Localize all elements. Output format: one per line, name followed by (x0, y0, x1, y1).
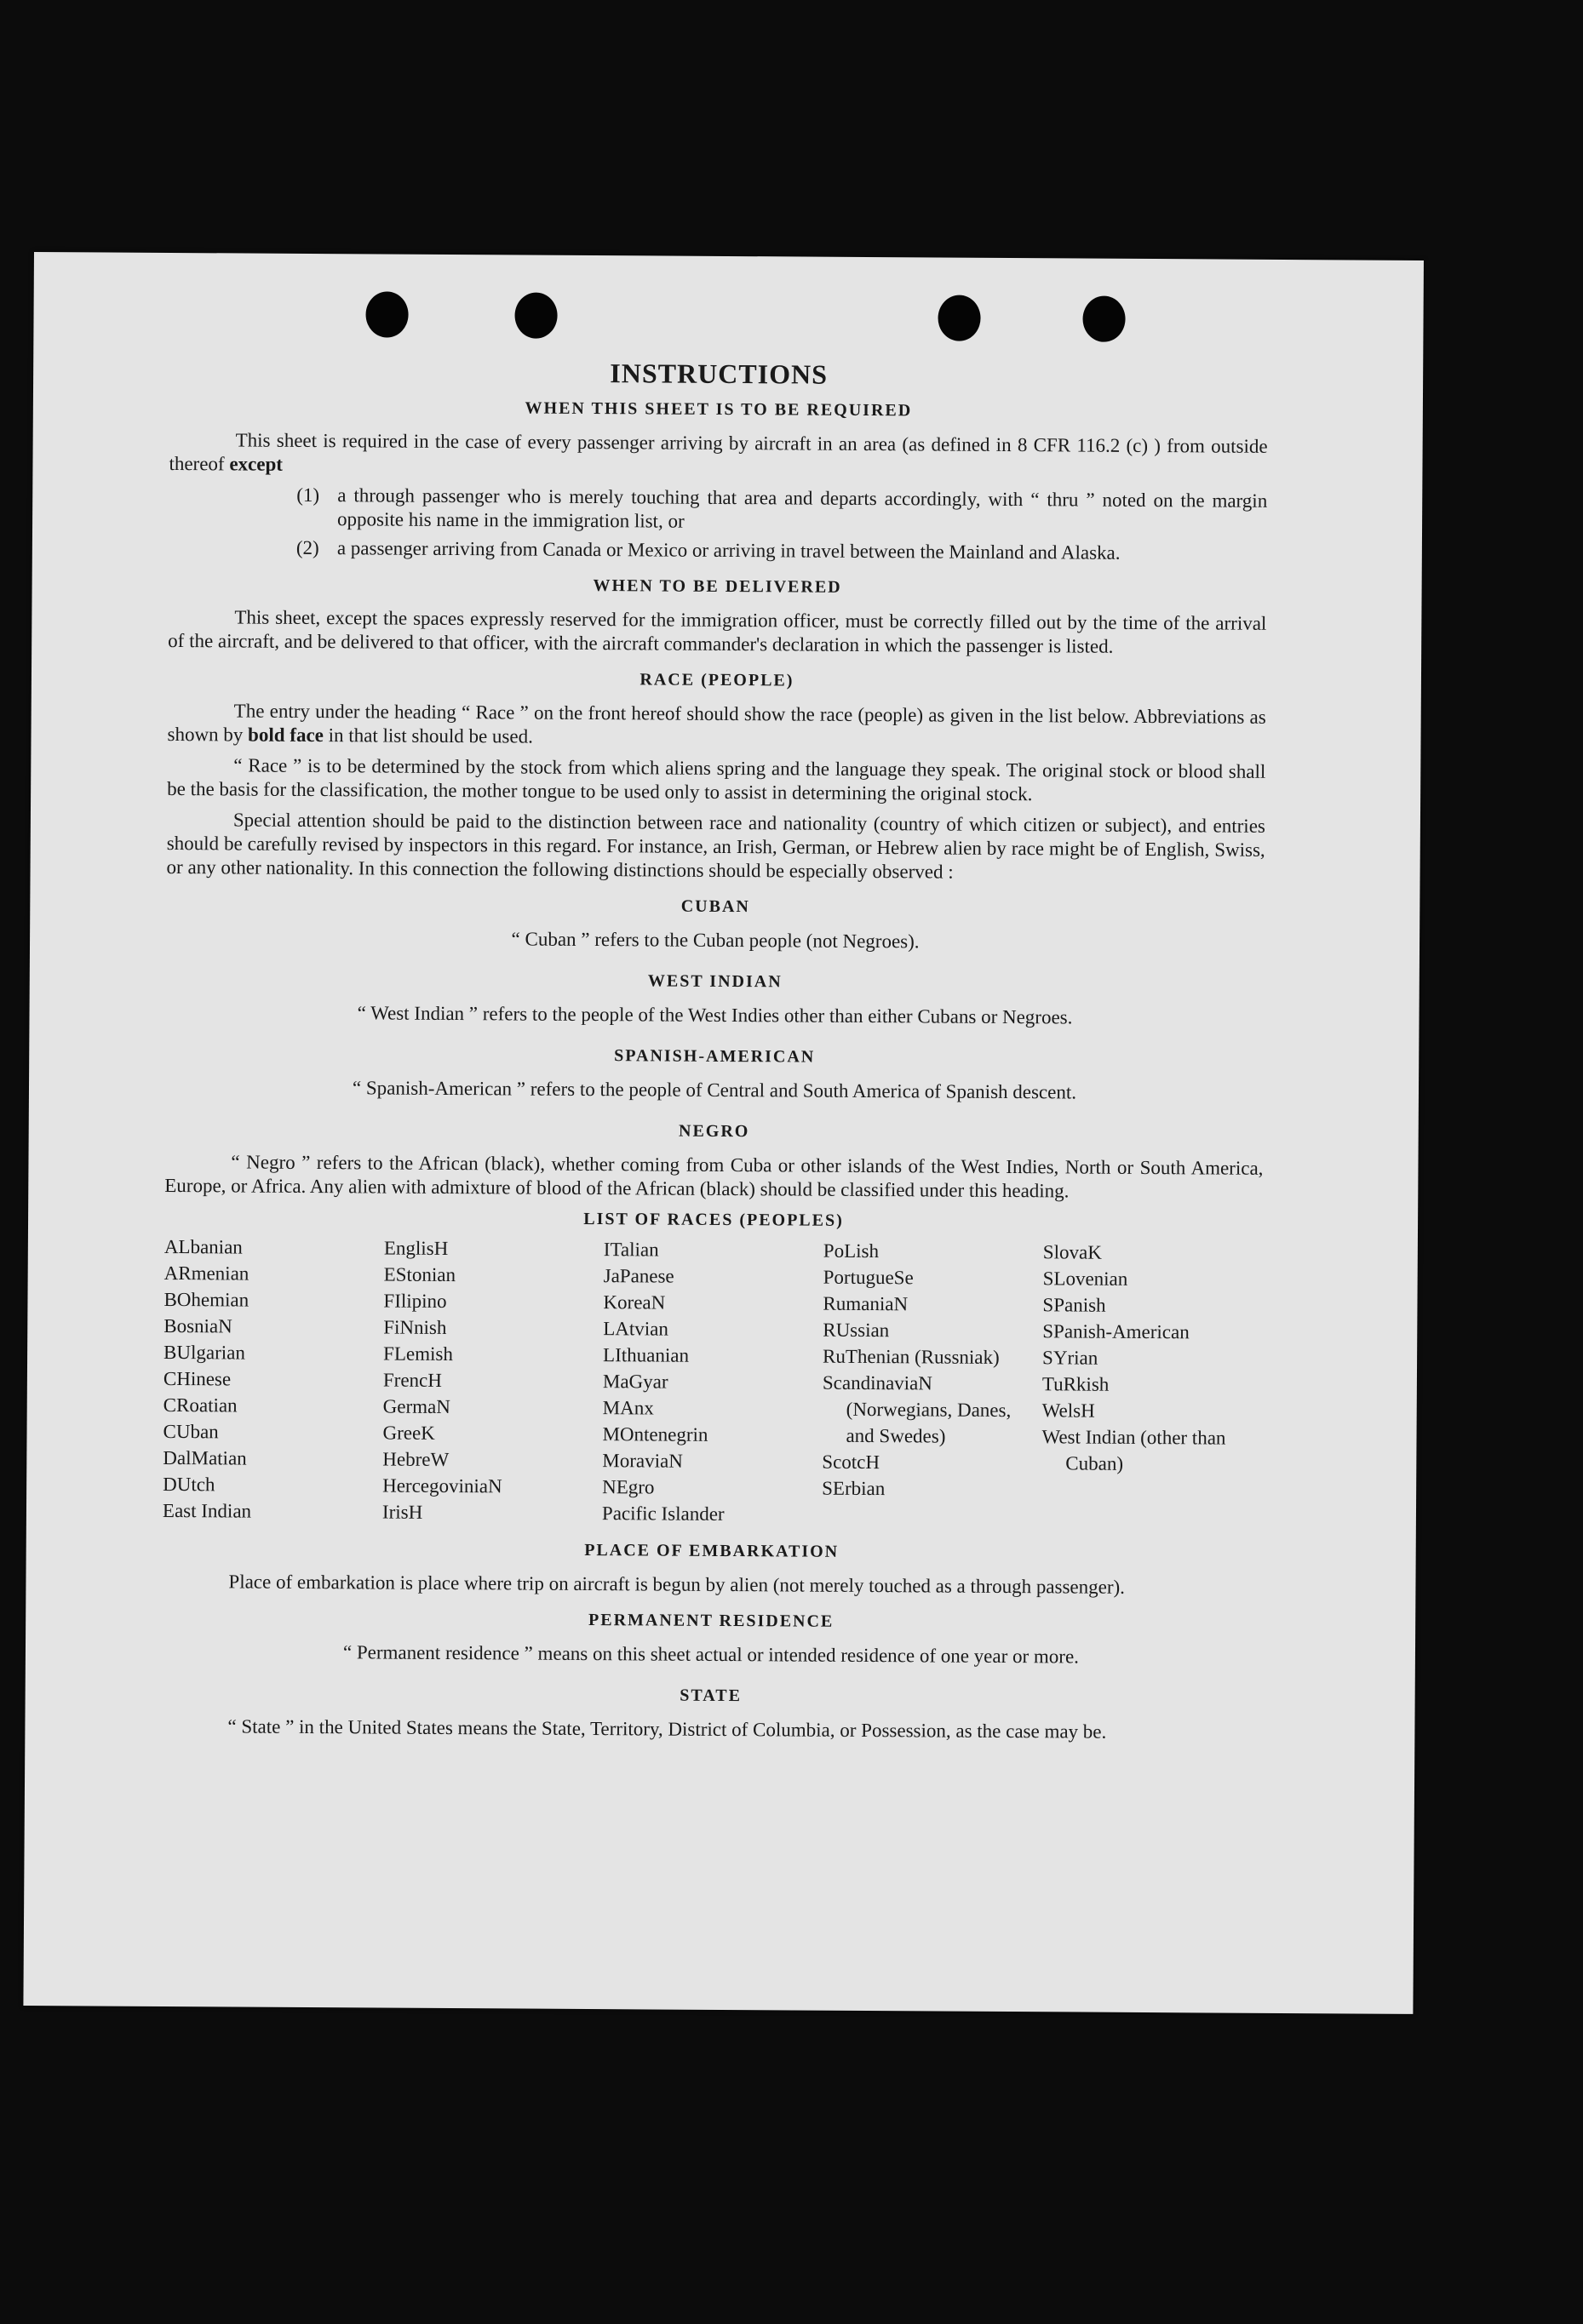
race-entry: ARmenian (163, 1262, 249, 1285)
paragraph-cuban: “ Cuban ” refers to the Cuban people (not Negroes). (511, 928, 920, 953)
section-heading-list-of-races: LIST OF RACES (PEOPLES) (583, 1209, 844, 1230)
race-entry: SPanish (1042, 1294, 1106, 1316)
race-entry: SlovaK (1042, 1241, 1102, 1263)
race-entry: RUssian (823, 1319, 890, 1342)
punch-hole (938, 295, 980, 341)
race-entry: NEgro (602, 1476, 655, 1498)
races-list (163, 1234, 1263, 1531)
race-entry: HebreW (382, 1448, 450, 1471)
race-entry: KoreaN (603, 1291, 666, 1314)
race-entry: FLemish (383, 1342, 453, 1365)
paragraph-negro: “ Negro ” refers to the African (black), whether coming from Cuba or other islands of the West Indies, North or South America, Europe, or Africa. Any alien with admixture of blood of the African (black) should be classified under this heading. (164, 1151, 1264, 1202)
paragraph-residence: “ Permanent residence ” means on this sheet actual or intended residence of one year or more. (342, 1641, 1080, 1668)
section-heading-when-required: WHEN THIS SHEET IS TO BE REQUIRED (525, 398, 913, 421)
race-entry: EnglisH (383, 1237, 449, 1259)
race-entry: GreeK (382, 1422, 435, 1444)
section-heading-when-delivered: WHEN TO BE DELIVERED (593, 576, 842, 597)
paragraph-when-delivered: This sheet, except the spaces expressly reserved for the immigration officer, must be correctly filled out by the time of the arrival of the aircraft, and be delivered to that officer, with the aircraft commander's declaration in which the passenger is listed. (168, 606, 1267, 657)
race-entry: Pacific Islander (601, 1503, 725, 1525)
section-heading-cuban: CUBAN (680, 896, 750, 917)
race-entry: HercegoviniaN (382, 1474, 502, 1497)
punch-hole (365, 291, 408, 337)
section-heading-race: RACE (PEOPLE) (640, 670, 794, 690)
race-entry: LIthuanian (603, 1344, 690, 1366)
paragraph-race-3: Special attention should be paid to the distinction between race and nationality (country of which citizen or subject), and entries should be carefully revised by inspectors in this regard. For instance, an Irish, German, or Hebrew alien by race might be of English, Swiss, or any other nationality. In this connection the following distinctions should be especially observed : (166, 809, 1265, 883)
section-heading-west-indian: WEST INDIAN (647, 971, 783, 992)
race-entry: MAnx (602, 1397, 654, 1419)
race-entry: CRoatian (163, 1394, 238, 1417)
race-entry: ScandinaviaN (Norwegians, Danes, and Swedes) (822, 1371, 1012, 1447)
races-column-1 (163, 1234, 384, 1525)
document-sheet (23, 252, 1424, 2014)
race-entry: PoLish (823, 1239, 880, 1262)
section-heading-negro: NEGRO (678, 1121, 750, 1142)
race-entry: SPanish-American (1042, 1320, 1190, 1343)
race-entry: CUban (163, 1420, 219, 1443)
race-entry: TuRkish (1041, 1373, 1110, 1395)
paragraph-spanish-american: “ Spanish-American ” refers to the people of Central and South America of Spanish descent. (352, 1077, 1077, 1103)
race-entry: GermaN (382, 1395, 450, 1418)
race-entry: DUtch (163, 1473, 215, 1496)
race-entry: RumaniaN (823, 1292, 909, 1315)
race-entry: MaGyar (602, 1371, 668, 1393)
page-title: INSTRUCTIONS (610, 358, 829, 390)
paragraph-west-indian: “ West Indian ” refers to the people of the West Indies other than either Cubans or Negroes. (357, 1002, 1073, 1028)
section-heading-embarkation: PLACE OF EMBARKATION (584, 1540, 840, 1561)
race-entry: West Indian (other than Cuban) (1041, 1426, 1226, 1474)
race-entry: MOntenegrin (602, 1423, 708, 1445)
punch-hole (514, 292, 557, 338)
race-entry: FIlipino (383, 1290, 447, 1312)
exception-item-2: (2) a passenger arriving from Canada or Mexico or arriving in travel between the Mainland and Alaska. (295, 536, 1121, 564)
race-entry: PortugueSe (823, 1266, 914, 1289)
section-heading-state: STATE (680, 1686, 743, 1706)
race-entry: BUlgarian (163, 1341, 245, 1364)
race-entry: ALbanian (163, 1235, 243, 1258)
punch-hole (1082, 296, 1125, 342)
races-column-2 (382, 1235, 604, 1527)
race-entry: ITalian (603, 1239, 659, 1261)
paragraph-race-2: “ Race ” is to be determined by the stock from which aliens spring and the language they speak. The original stock or blood shall be the basis for the classification, the mother tongue to be used only to assist in determining the original stock. (167, 754, 1266, 805)
race-entry: MoraviaN (602, 1450, 683, 1472)
paragraph-state: “ State ” in the United States means the State, Territory, District of Columbia, or Possession, as the case may be. (227, 1715, 1107, 1743)
races-column-5 (1041, 1239, 1263, 1531)
race-entry: DalMatian (163, 1446, 247, 1469)
race-entry: FrencH (382, 1369, 442, 1391)
race-entry: East Indian (162, 1499, 252, 1522)
race-entry: FiNnish (383, 1316, 447, 1338)
race-entry: BosniaN (163, 1314, 232, 1337)
paragraph-race-1: The entry under the heading “ Race ” on the front hereof should show the race (people) as given in the list below. Abbreviations as shown by bold face in that list should be used. (167, 700, 1266, 747)
race-entry: SErbian (822, 1477, 886, 1500)
section-heading-residence: PERMANENT RESIDENCE (588, 1611, 835, 1631)
races-column-3 (602, 1236, 823, 1528)
race-entry: JaPanese (603, 1265, 674, 1287)
race-entry: SYrian (1042, 1347, 1098, 1369)
races-column-4 (822, 1238, 1043, 1530)
exception-item-1: (1) a through passenger who is merely touching that area and departs accordingly, with “ thru ” noted on the margin opposite his name in the immigration list, or (296, 484, 1268, 532)
race-entry: IrisH (381, 1501, 423, 1523)
race-entry: ScotcH (822, 1451, 880, 1474)
race-entry: CHinese (163, 1367, 232, 1390)
race-entry: SLovenian (1042, 1268, 1128, 1290)
section-heading-spanish-american: SPANISH-AMERICAN (614, 1046, 816, 1067)
instructions-content (161, 358, 1268, 1752)
paragraph-when-required: This sheet is required in the case of every passenger arriving by aircraft in an area (as defined in 8 CFR 116.2 (c) ) from outside thereof except (169, 429, 1268, 475)
race-entry: BOhemian (163, 1288, 249, 1311)
race-entry: LAtvian (603, 1318, 669, 1340)
paragraph-embarkation: Place of embarkation is place where trip on aircraft is begun by alien (not merely touched as a through passenger). (228, 1571, 1126, 1598)
race-entry: RuThenian (Russniak) (823, 1345, 1000, 1368)
race-entry: WelsH (1041, 1400, 1095, 1422)
race-entry: EStonian (383, 1263, 456, 1286)
